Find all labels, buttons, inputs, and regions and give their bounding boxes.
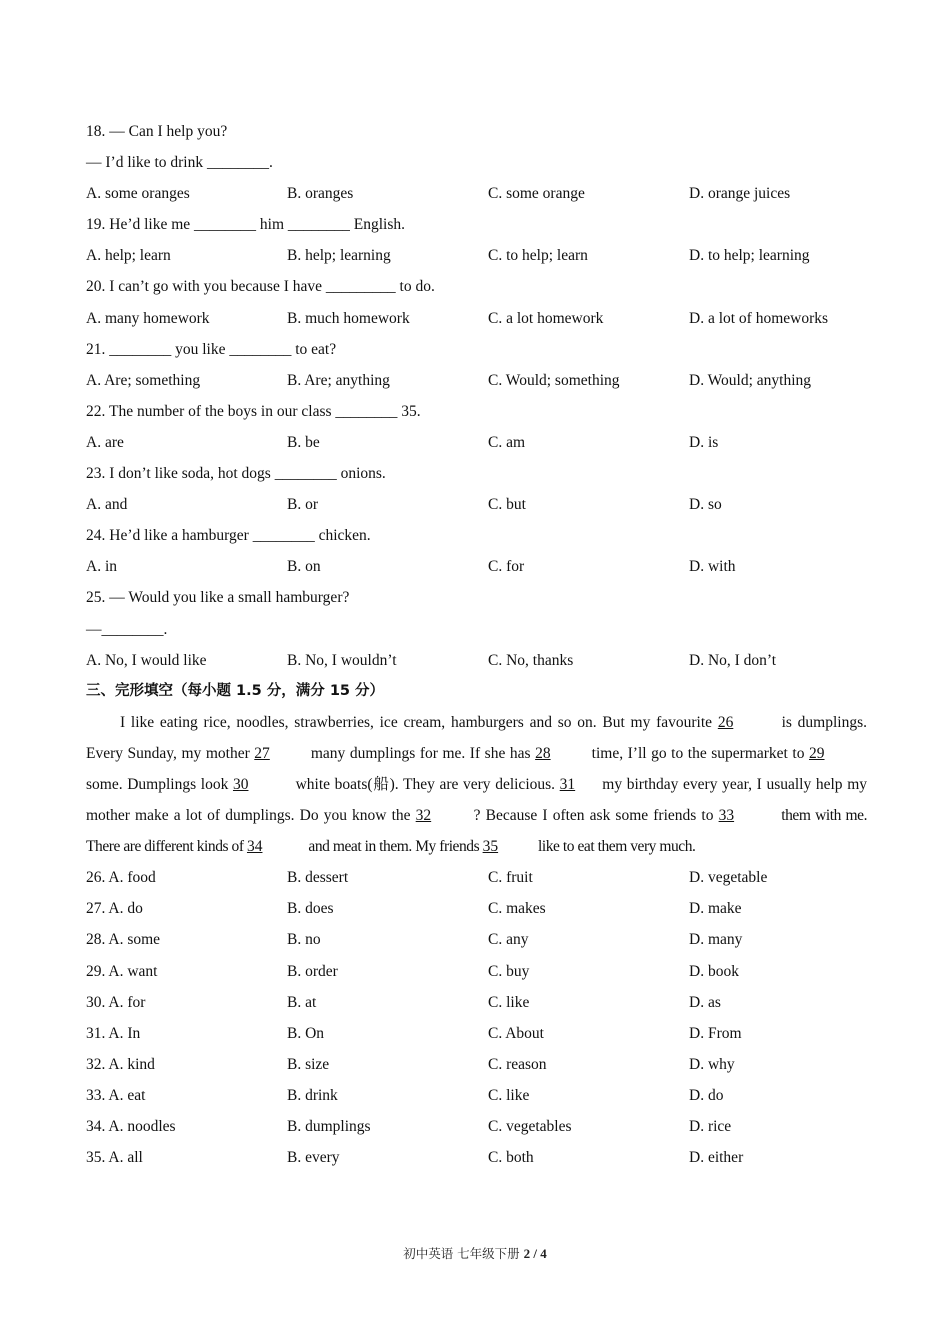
cloze-choice-row	[86, 1142, 867, 1173]
footer-course-label: 初中英语 七年级下册	[403, 1246, 524, 1261]
blank-31: 31	[559, 775, 576, 793]
page-number: 2 / 4	[523, 1246, 547, 1261]
choice-b: B. dessert	[287, 869, 349, 887]
option-a: A. and	[86, 496, 128, 514]
option-b: B. Are; anything	[287, 371, 390, 389]
choice-a: 29. A. want	[86, 962, 158, 980]
passage-text: my birthday every year, I usually help my mother make a lot of dumplings. Do you know the	[86, 775, 868, 825]
question-stem: 19. He’d like me ________ him ________ English.	[86, 216, 406, 234]
option-d: D. Would; anything	[689, 371, 812, 389]
choice-c: C. any	[488, 931, 529, 949]
option-b: B. much homework	[287, 309, 410, 327]
cloze-choice-row	[86, 862, 867, 893]
passage-text: like to eat them very much.	[534, 838, 696, 856]
question-stem: 24. He’d like a hamburger ________ chicken.	[86, 527, 371, 545]
cloze-choice-row	[86, 1080, 867, 1111]
option-a: A. many homework	[86, 309, 210, 327]
option-a: A. help; learn	[86, 247, 171, 265]
option-a: A. Are; something	[86, 371, 201, 389]
option-d: D. orange juices	[689, 185, 791, 203]
option-a: A. No, I would like	[86, 651, 207, 669]
blank-27: 27	[254, 744, 270, 762]
option-b: B. be	[287, 433, 320, 451]
choice-a: 34. A. noodles	[86, 1118, 176, 1135]
blank-29: 29	[809, 744, 825, 762]
option-d: D. No, I don’t	[689, 651, 777, 669]
choice-d: D. rice	[689, 1118, 732, 1135]
choice-c: C. makes	[488, 900, 546, 918]
choice-a: 26. A. food	[86, 869, 156, 887]
option-c: C. No, thanks	[488, 651, 574, 669]
option-d: D. is	[689, 433, 719, 451]
choice-d: D. as	[689, 993, 721, 1011]
question-options	[86, 240, 867, 271]
choice-c: C. like	[488, 1086, 530, 1104]
choice-a: 35. A. all	[86, 1149, 143, 1167]
passage-text: and meat in them. My friends	[304, 838, 483, 856]
blank-30: 30	[232, 775, 249, 793]
option-c: C. Would; something	[488, 371, 620, 389]
choice-b: B. dumplings	[287, 1118, 371, 1135]
choice-d: D. do	[689, 1086, 724, 1104]
option-a: A. are	[86, 433, 124, 451]
question-options	[86, 365, 867, 396]
choice-d: D. many	[689, 931, 743, 949]
option-d: D. to help; learning	[689, 247, 810, 265]
cloze-choice-row	[86, 893, 867, 924]
choice-d: D. make	[689, 900, 742, 918]
option-c: C. but	[488, 496, 526, 514]
cloze-choice-row	[86, 924, 867, 955]
option-c: C. to help; learn	[488, 247, 588, 265]
question-stem: 21. ________ you like ________ to eat?	[86, 340, 337, 358]
question-options	[86, 427, 867, 458]
question-options	[86, 303, 867, 334]
option-b: B. No, I wouldn’t	[287, 651, 397, 669]
choice-a: 33. A. eat	[86, 1086, 146, 1104]
choice-d: D. book	[689, 962, 739, 980]
question-stem: 23. I don’t like soda, hot dogs ________ onions.	[86, 465, 386, 483]
option-c: C. am	[488, 433, 526, 451]
blank-33: 33	[718, 807, 735, 825]
option-c: C. some orange	[488, 185, 585, 203]
question-options	[86, 489, 867, 520]
question-options	[86, 551, 867, 582]
cloze-passage	[86, 707, 867, 862]
option-b: B. or	[287, 496, 318, 514]
passage-text: white boats(船). They are very delicious.	[290, 775, 560, 793]
choice-c: C. fruit	[488, 869, 533, 887]
passage-text: time, I’ll go to the supermarket to	[587, 744, 810, 762]
question-stem: 25. — Would you like a small hamburger?	[86, 589, 350, 607]
blank-35: 35	[482, 838, 499, 856]
question-stem: — I’d like to drink ________.	[86, 154, 273, 172]
passage-text: them with me. There are different kinds of	[86, 807, 867, 856]
choice-d: D. vegetable	[689, 869, 768, 887]
option-a: A. in	[86, 558, 117, 576]
option-d: D. so	[689, 496, 722, 514]
choice-c: C. About	[488, 1024, 544, 1042]
choice-c: C. both	[488, 1149, 534, 1167]
passage-text: ? Because I often ask some friends to	[473, 807, 719, 825]
page-footer	[0, 1244, 950, 1262]
option-d: D. a lot of homeworks	[689, 309, 829, 327]
choice-b: B. does	[287, 900, 334, 918]
cloze-choice-row	[86, 956, 867, 987]
cloze-choice-row	[86, 1111, 867, 1142]
passage-text: many dumplings for me. If she has	[306, 744, 536, 762]
choice-c: C. like	[488, 993, 530, 1011]
passage-text: I like eating rice, noodles, strawberries, ice cream, hamburgers and so on. But my favourite	[120, 713, 718, 731]
choice-d: D. either	[689, 1149, 744, 1167]
question-options	[86, 645, 867, 676]
option-b: B. on	[287, 558, 321, 576]
option-c: C. a lot homework	[488, 309, 604, 327]
option-b: B. help; learning	[287, 247, 391, 265]
option-a: A. some oranges	[86, 185, 190, 203]
option-c: C. for	[488, 558, 525, 576]
question-stem: 20. I can’t go with you because I have _________ to do.	[86, 278, 435, 296]
choice-b: B. every	[287, 1149, 340, 1167]
question-stem: 22. The number of the boys in our class ________ 35.	[86, 402, 421, 420]
blank-28: 28	[535, 744, 551, 762]
choice-b: B. at	[287, 993, 317, 1011]
choice-a: 27. A. do	[86, 900, 143, 918]
choice-c: C. vegetables	[488, 1118, 572, 1135]
choice-b: B. size	[287, 1055, 330, 1073]
question-options	[86, 178, 867, 209]
blank-34: 34	[246, 838, 263, 856]
cloze-choice-row	[86, 1018, 867, 1049]
section-title: 三、完形填空（每小题 1.5 分，满分 15 分）	[86, 682, 385, 699]
question-stem: —________.	[86, 620, 168, 638]
choice-b: B. no	[287, 931, 321, 949]
cloze-choice-row	[86, 987, 867, 1018]
page-content	[86, 116, 867, 1173]
choice-a: 28. A. some	[86, 931, 161, 949]
choice-a: 32. A. kind	[86, 1055, 155, 1073]
passage-text: some. Dumplings look	[86, 775, 233, 793]
choice-b: B. order	[287, 962, 338, 980]
choice-b: B. drink	[287, 1086, 338, 1104]
option-d: D. with	[689, 558, 736, 576]
question-stem: 18. — Can I help you?	[86, 123, 228, 140]
blank-26: 26	[717, 713, 734, 731]
option-b: B. oranges	[287, 185, 354, 203]
choice-c: C. reason	[488, 1055, 547, 1073]
choice-a: 30. A. for	[86, 993, 146, 1011]
cloze-choice-row	[86, 1049, 867, 1080]
choice-a: 31. A. In	[86, 1024, 141, 1042]
choice-b: B. On	[287, 1024, 325, 1042]
choice-d: D. From	[689, 1024, 742, 1042]
choice-d: D. why	[689, 1055, 735, 1073]
blank-32: 32	[415, 807, 432, 825]
passage-text: is dumplings. Every Sunday, my mother	[86, 713, 867, 762]
choice-c: C. buy	[488, 962, 530, 980]
